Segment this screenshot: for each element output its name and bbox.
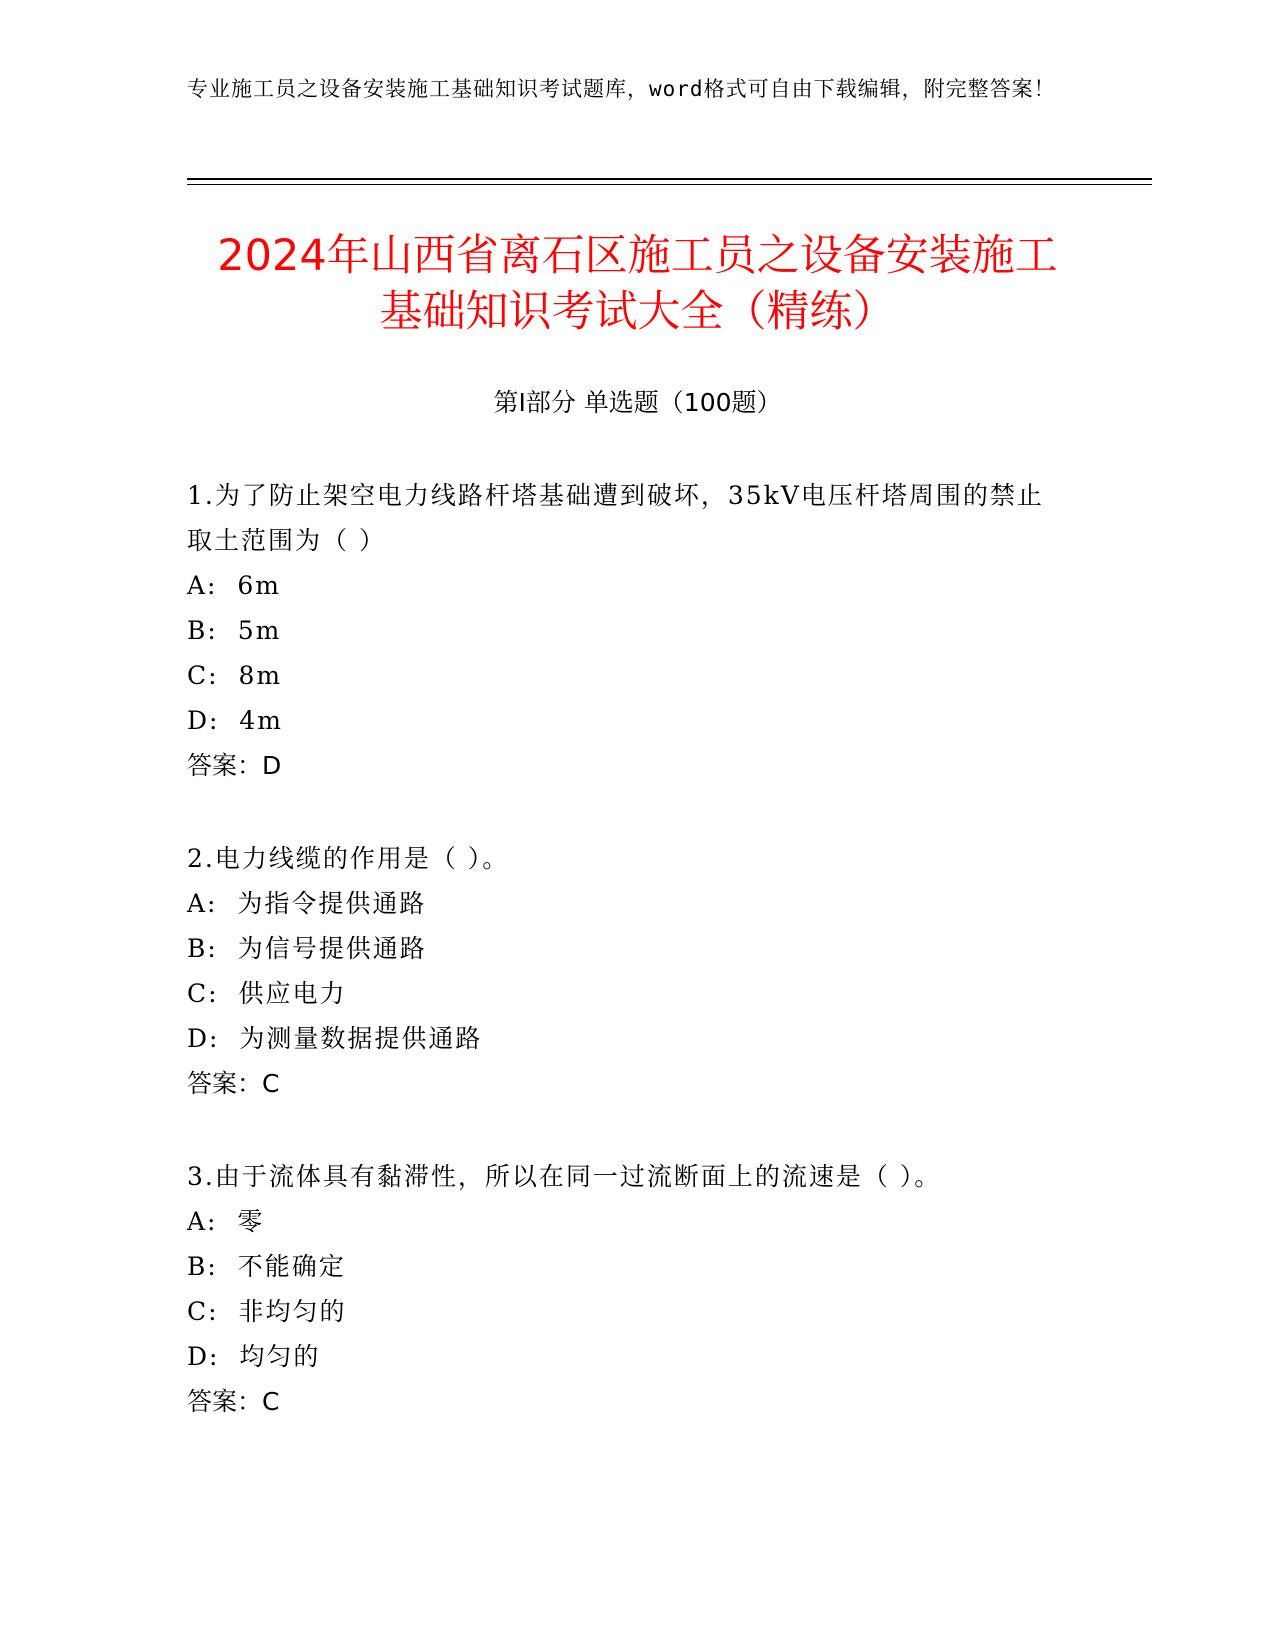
answer: 答案：C	[187, 1069, 280, 1098]
question-stem: 3.由于流体具有黏滞性，所以在同一过流断面上的流速是（ ）。	[187, 1162, 942, 1191]
option-a: A: 零	[187, 1207, 265, 1236]
answer: 答案：D	[187, 751, 282, 780]
answer: 答案：C	[187, 1387, 280, 1416]
question-2	[187, 836, 1067, 1106]
option-a: A: 6m	[187, 571, 281, 600]
option-d: D: 4m	[187, 706, 283, 735]
document-title	[150, 228, 1125, 340]
header-rule-thick	[187, 178, 1152, 180]
question-stem: 1.为了防止架空电力线路杆塔基础遭到破坏，35kV电压杆塔周围的禁止取土范围为（ ）	[187, 481, 1044, 555]
question-stem: 2.电力线缆的作用是（ ）。	[187, 844, 510, 873]
question-3	[187, 1154, 1067, 1424]
document-title-line2: 基础知识考试大全（精练）	[379, 287, 896, 337]
question-1	[187, 473, 1067, 788]
section-title: 第Ⅰ部分 单选题（100题）	[493, 388, 782, 417]
option-c: C: 供应电力	[187, 979, 347, 1008]
header-rule-thin	[187, 184, 1152, 185]
option-b: B: 为信号提供通路	[187, 934, 427, 963]
header-note: 专业施工员之设备安装施工基础知识考试题库，word格式可自由下载编辑，附完整答案！	[187, 77, 1056, 101]
option-c: C: 8m	[187, 661, 283, 690]
option-c: C: 非均匀的	[187, 1297, 347, 1326]
option-b: B: 不能确定	[187, 1252, 346, 1281]
option-d: D: 均匀的	[187, 1342, 321, 1371]
option-d: D: 为测量数据提供通路	[187, 1024, 483, 1053]
option-a: A: 为指令提供通路	[187, 889, 427, 918]
document-title-line1: 2024年山西省离石区施工员之设备安装施工	[217, 231, 1058, 281]
option-b: B: 5m	[187, 616, 282, 645]
